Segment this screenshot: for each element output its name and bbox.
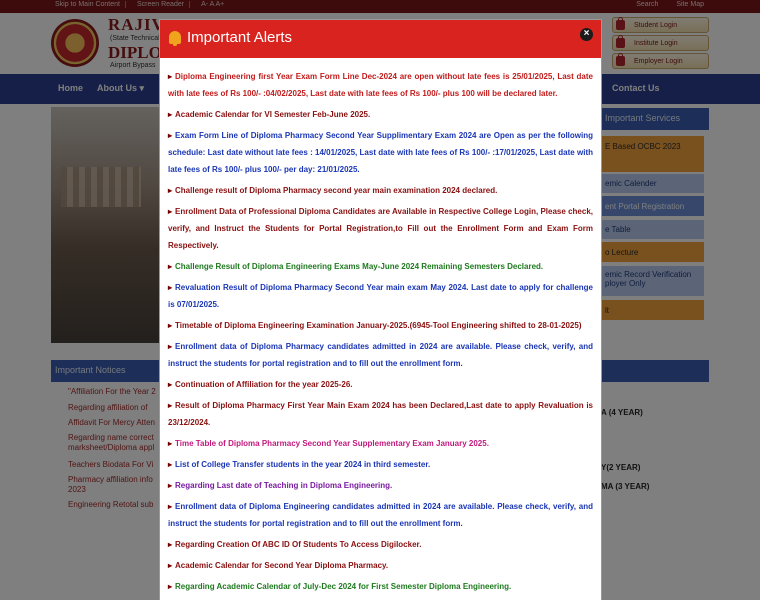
alert-item[interactable] — [168, 68, 593, 102]
arrow-right-icon: ▸ — [168, 321, 173, 330]
arrow-right-icon: ▸ — [168, 380, 173, 389]
alert-item[interactable] — [168, 182, 593, 199]
alert-text: Academic Calendar for VI Semester Feb-June 2025. — [175, 110, 371, 119]
alerts-list — [168, 68, 593, 599]
alert-text: Regarding Creation Of ABC ID Of Students To Access Digilocker. — [175, 540, 422, 549]
alert-item[interactable] — [168, 498, 593, 532]
arrow-right-icon: ▸ — [168, 481, 173, 490]
alert-text: Result of Diploma Pharmacy First Year Main Exam 2024 has been Declared,Last date to apply Revaluation is 23/12/2024. — [168, 401, 593, 427]
bell-icon — [169, 31, 181, 44]
alert-text: Continuation of Affiliation for the year 2025-26. — [175, 380, 353, 389]
modal-header — [160, 20, 601, 58]
alert-item[interactable] — [168, 258, 593, 275]
alert-text: Enrollment Data of Professional Diploma Candidates are Available in Respective College Login, Please check, verify, and Instruct the Students for Portal Registration,to Fill out the Enrollment Form and Exam Form Respectively. — [168, 207, 593, 250]
arrow-right-icon: ▸ — [168, 460, 173, 469]
alert-item[interactable] — [168, 456, 593, 473]
alert-text: Regarding Last date of Teaching in Diploma Engineering. — [175, 481, 393, 490]
alert-item[interactable] — [168, 578, 593, 595]
alert-item[interactable] — [168, 317, 593, 334]
arrow-right-icon: ▸ — [168, 283, 173, 292]
arrow-right-icon: ▸ — [168, 540, 173, 549]
alert-text: List of College Transfer students in the year 2024 in third semester. — [175, 460, 431, 469]
alert-item[interactable] — [168, 557, 593, 574]
alert-item[interactable] — [168, 435, 593, 452]
important-alerts-modal — [159, 19, 602, 600]
alert-text: Timetable of Diploma Engineering Examination January-2025.(6945-Tool Engineering shifted to 28-01-2025) — [175, 321, 582, 330]
alert-text: Diploma Engineering first Year Exam Form Line Dec-2024 are open without late fees is 25/01/2025, Last date with late fees of Rs 100/- :04/02/2025, Last date with late fees of Rs 100/- plus 100 will be declared later. — [168, 72, 593, 98]
arrow-right-icon: ▸ — [168, 110, 173, 119]
arrow-right-icon: ▸ — [168, 207, 173, 216]
alert-item[interactable] — [168, 203, 593, 254]
alert-text: Time Table of Diploma Pharmacy Second Year Supplementary Exam January 2025. — [175, 439, 489, 448]
arrow-right-icon: ▸ — [168, 401, 173, 410]
alert-text: Enrollment data of Diploma Engineering candidates admitted in 2024 are available. Please check, verify, and instruct the students for portal registration and to fill out the enrollment form. — [168, 502, 593, 528]
arrow-right-icon: ▸ — [168, 502, 173, 511]
alert-text: Academic Calendar for Second Year Diploma Pharmacy. — [175, 561, 389, 570]
arrow-right-icon: ▸ — [168, 262, 173, 271]
arrow-right-icon: ▸ — [168, 342, 173, 351]
alert-item[interactable] — [168, 376, 593, 393]
alert-text: Regarding Academic Calendar of July-Dec 2024 for First Semester Diploma Engineering. — [175, 582, 512, 591]
alert-text: Challenge Result of Diploma Engineering Exams May-June 2024 Remaining Semesters Declared. — [175, 262, 544, 271]
arrow-right-icon: ▸ — [168, 439, 173, 448]
alert-item[interactable] — [168, 477, 593, 494]
alert-item[interactable] — [168, 279, 593, 313]
arrow-right-icon: ▸ — [168, 186, 173, 195]
alert-text: Exam Form Line of Diploma Pharmacy Second Year Supplimentary Exam 2024 are Open as per the following schedule: Last date without late fees : 14/01/2025, Last date with late fees of Rs 100/- :17/01/2025, Last date with late fees of Rs 100/- plus 100/- per day: 21/01/2025. — [168, 131, 593, 174]
alert-item[interactable] — [168, 106, 593, 123]
arrow-right-icon: ▸ — [168, 72, 173, 81]
close-icon[interactable]: × — [580, 28, 593, 41]
alert-item[interactable] — [168, 536, 593, 553]
alert-text: Revaluation Result of Diploma Pharmacy Second Year main exam May 2024. Last date to apply for challenge is 07/01/2025. — [168, 283, 593, 309]
alert-text: Challenge result of Diploma Pharmacy second year main examination 2024 declared. — [175, 186, 498, 195]
arrow-right-icon: ▸ — [168, 131, 173, 140]
alert-item[interactable] — [168, 338, 593, 372]
arrow-right-icon: ▸ — [168, 561, 173, 570]
alert-item[interactable] — [168, 397, 593, 431]
alert-text: Enrollment data of Diploma Pharmacy candidates admitted in 2024 are available. Please check, verify, and instruct the students for portal registration and to fill out the enrollment form. — [168, 342, 593, 368]
modal-title: Important Alerts — [187, 29, 293, 46]
alert-item[interactable] — [168, 127, 593, 178]
arrow-right-icon: ▸ — [168, 582, 173, 591]
